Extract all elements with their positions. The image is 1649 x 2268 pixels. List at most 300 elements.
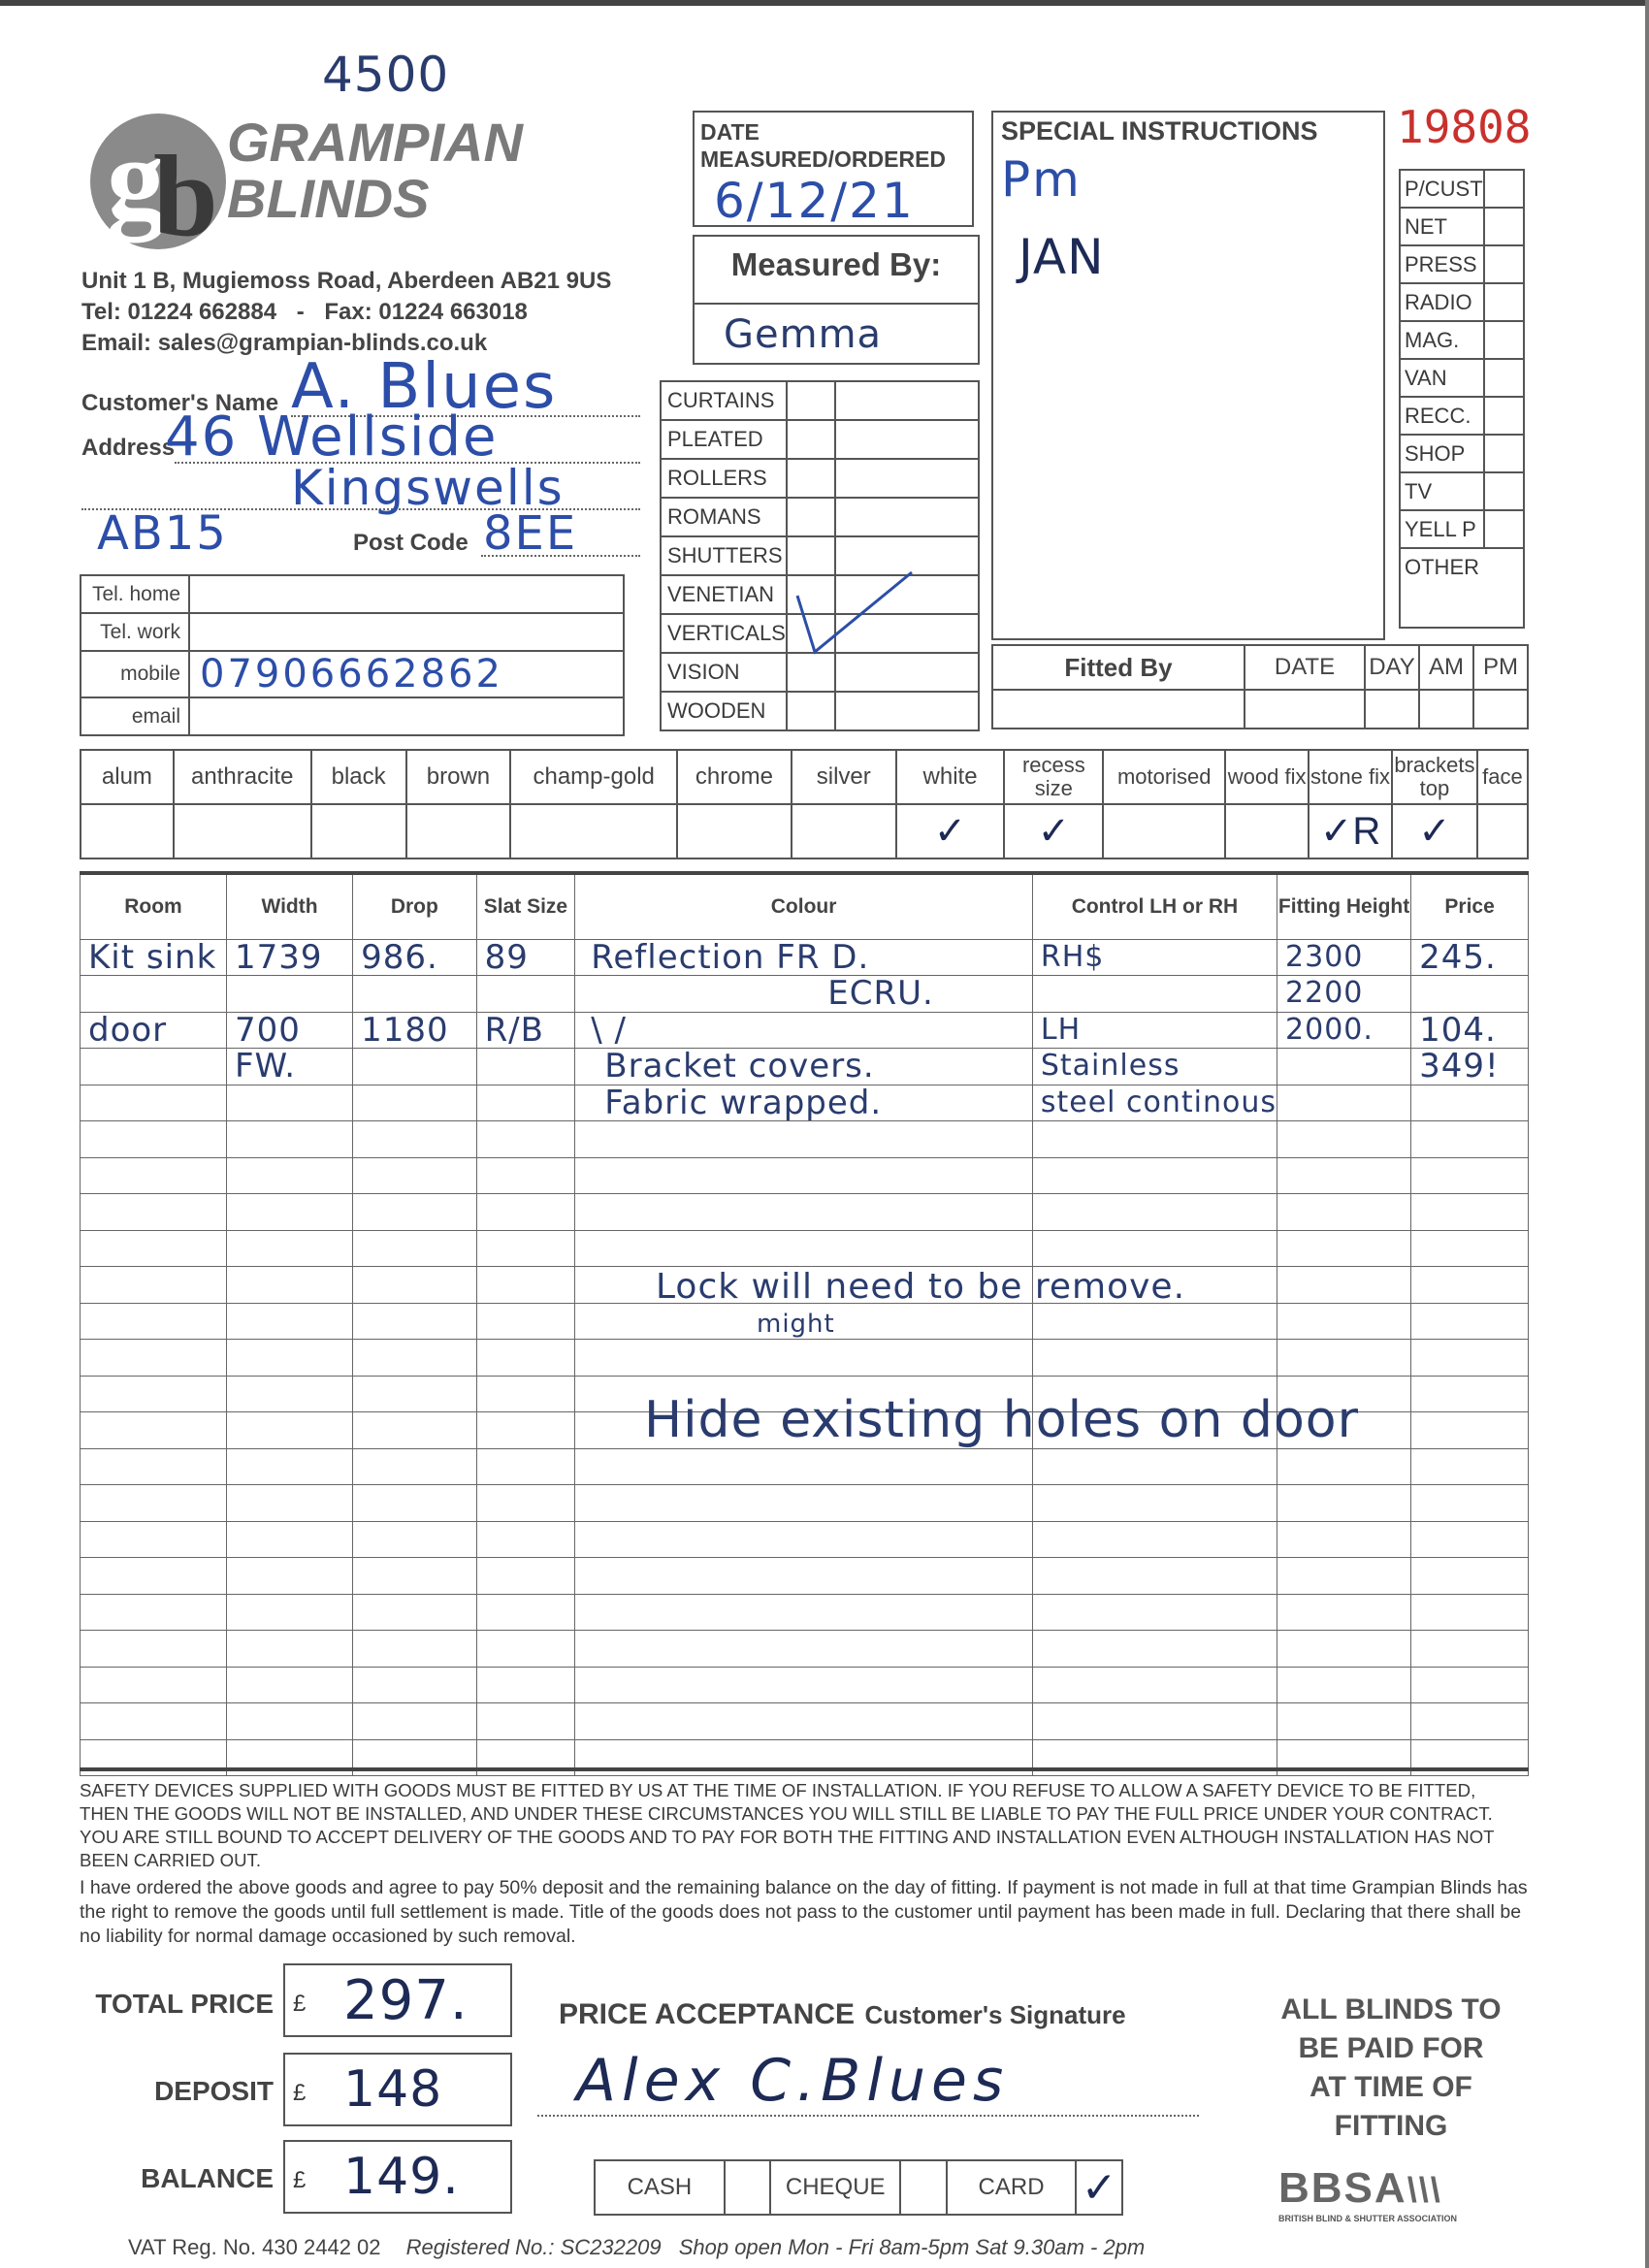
option-mark xyxy=(510,804,677,859)
footer-vat: VAT Reg. No. 430 2442 02 xyxy=(128,2235,381,2259)
order-cell-slat xyxy=(476,1558,575,1595)
order-cell-colour xyxy=(575,1485,1033,1522)
source-label: SHOP xyxy=(1400,435,1484,472)
contact-row xyxy=(81,697,624,735)
order-cell-fitting xyxy=(1277,1448,1411,1485)
order-cell-width xyxy=(226,1703,352,1740)
order-cell-slat xyxy=(476,1194,575,1231)
order-row xyxy=(81,1448,1529,1485)
postcode-prefix: AB15 xyxy=(97,506,228,561)
order-header-slat: Slat Size xyxy=(476,875,575,939)
fitted-by-value xyxy=(992,690,1245,729)
measured-by-divider xyxy=(695,303,978,305)
source-label: TV xyxy=(1400,472,1484,510)
order-cell-slat xyxy=(476,1521,575,1558)
order-cell-drop: 1180 xyxy=(353,1012,476,1049)
order-cell-colour: Reflection FR D. xyxy=(575,939,1033,976)
order-table-bottom-rule xyxy=(80,1767,1529,1771)
total-price-value: 297. xyxy=(343,1969,469,2032)
option-mark xyxy=(1477,804,1528,859)
total-price-box xyxy=(283,1963,512,2037)
option-mark xyxy=(1103,804,1225,859)
option-header: white xyxy=(896,750,1005,804)
order-cell-slat xyxy=(476,1485,575,1522)
order-cell-fitting xyxy=(1277,1594,1411,1631)
measured-by-label: Measured By: xyxy=(730,246,942,282)
order-cell-drop xyxy=(353,1340,476,1377)
blind-type-label: PLEATED xyxy=(661,420,787,459)
order-row xyxy=(81,1230,1529,1267)
order-cell-drop xyxy=(353,1521,476,1558)
order-row xyxy=(81,1521,1529,1558)
order-cell-drop xyxy=(353,1157,476,1194)
order-cell-control xyxy=(1032,1157,1277,1194)
safety-terms: SAFETY DEVICES SUPPLIED WITH GOODS MUST BE FITTED BY US AT THE TIME OF INSTALLATION. IF YOU REFUSE TO ALLOW A SAFETY DEVICE TO BE FITTED, THEN THE GOODS WILL NOT BE INSTALLED, AND UNDER THESE CIRCUMSTANCES YOU WILL STILL BE LIABLE TO PAY THE FULL PRICE UNDER YOUR CONTRACT. YOU ARE STILL BOUND TO ACCEPT DELIVERY OF THE GOODS AND TO PAY FOR BOTH THE FITTING AND INSTALLATION EVEN ALTHOUGH INSTALLATION HAS NOT BEEN CARRIED OUT. xyxy=(80,1780,1495,1870)
option-mark xyxy=(792,804,896,859)
fitted-day-label: DAY xyxy=(1365,645,1419,690)
order-header-width: Width xyxy=(226,875,352,939)
contact-value: 07906662862 xyxy=(189,651,624,697)
order-cell-price xyxy=(1411,1085,1529,1121)
company-name-line2: BLINDS xyxy=(227,168,430,229)
order-cell-price xyxy=(1411,1667,1529,1703)
order-cell-slat: R/B xyxy=(476,1012,575,1049)
blind-type-detail xyxy=(835,420,979,459)
order-cell-colour: ECRU. xyxy=(575,976,1033,1013)
order-cell-slat xyxy=(476,1412,575,1449)
price-acceptance xyxy=(559,1998,1126,2031)
address-line1: 46 Wellside xyxy=(165,405,499,469)
source-row xyxy=(1400,510,1524,548)
customer-name: A. Blues xyxy=(291,351,558,423)
order-cell-control xyxy=(1032,1340,1277,1377)
order-cell-price xyxy=(1411,1412,1529,1449)
blind-type-row xyxy=(661,459,979,498)
source-row xyxy=(1400,283,1524,321)
order-row xyxy=(81,1485,1529,1522)
order-cell-width xyxy=(226,1448,352,1485)
order-cell-room xyxy=(81,1085,227,1121)
order-row xyxy=(81,1085,1529,1121)
blind-type-box xyxy=(787,381,835,420)
blind-type-row xyxy=(661,692,979,730)
order-cell-drop xyxy=(353,1121,476,1158)
order-cell-room xyxy=(81,1230,227,1267)
source-box xyxy=(1484,510,1524,548)
order-cell-drop xyxy=(353,1485,476,1522)
lock-note-insert: might xyxy=(757,1310,835,1339)
order-cell-price: 245. xyxy=(1411,939,1529,976)
order-cell-control: RH$ xyxy=(1032,939,1277,976)
order-cell-price xyxy=(1411,1521,1529,1558)
order-cell-colour xyxy=(575,1230,1033,1267)
company-email: Email: sales@grampian-blinds.co.uk xyxy=(81,330,488,356)
contact-value xyxy=(189,697,624,735)
blind-type-row xyxy=(661,381,979,420)
order-header-colour: Colour xyxy=(575,875,1033,939)
blind-type-table xyxy=(660,380,980,731)
source-box xyxy=(1484,359,1524,397)
order-cell-slat xyxy=(476,1049,575,1085)
option-header: recess size xyxy=(1004,750,1103,804)
order-cell-slat xyxy=(476,1267,575,1304)
order-cell-control xyxy=(1032,1230,1277,1267)
order-cell-price: 104. xyxy=(1411,1012,1529,1049)
order-cell-room xyxy=(81,1667,227,1703)
order-cell-slat xyxy=(476,1667,575,1703)
order-cell-drop xyxy=(353,1448,476,1485)
order-cell-fitting xyxy=(1277,1085,1411,1121)
order-cell-room xyxy=(81,1631,227,1668)
blind-type-label: CURTAINS xyxy=(661,381,787,420)
order-cell-slat xyxy=(476,1085,575,1121)
order-row xyxy=(81,1157,1529,1194)
bbsa-logo xyxy=(1278,2164,1511,2223)
order-cell-room xyxy=(81,1376,227,1412)
order-cell-room xyxy=(81,1157,227,1194)
svg-text:b: b xyxy=(153,131,218,254)
balance-label: BALANCE xyxy=(141,2163,274,2193)
order-cell-drop xyxy=(353,1703,476,1740)
source-box xyxy=(1484,435,1524,472)
order-cell-width xyxy=(226,1631,352,1668)
order-cell-room xyxy=(81,1194,227,1231)
options-table xyxy=(80,749,1529,859)
blind-type-detail xyxy=(835,498,979,536)
bbsa-stripes-icon: \\\ xyxy=(1406,2170,1442,2210)
order-header-fitting: Fitting Height xyxy=(1277,875,1411,939)
order-cell-drop xyxy=(353,976,476,1013)
order-cell-control xyxy=(1032,1631,1277,1668)
order-cell-control xyxy=(1032,1703,1277,1740)
date-value: 6/12/21 xyxy=(714,173,915,229)
order-cell-width xyxy=(226,1667,352,1703)
option-mark xyxy=(1225,804,1309,859)
special-instructions-box xyxy=(991,111,1385,640)
phone-separator: - xyxy=(296,299,305,325)
order-cell-drop xyxy=(353,1376,476,1412)
order-cell-colour xyxy=(575,1631,1033,1668)
order-cell-fitting xyxy=(1277,1667,1411,1703)
order-cell-colour xyxy=(575,1594,1033,1631)
blind-type-label: ROMANS xyxy=(661,498,787,536)
order-cell-price xyxy=(1411,1340,1529,1377)
balance-value: 149. xyxy=(343,2148,460,2206)
date-box xyxy=(693,111,974,227)
source-label: MAG. xyxy=(1400,321,1484,359)
option-header: motorised xyxy=(1103,750,1225,804)
fitted-date-label: DATE xyxy=(1245,645,1365,690)
page-edge-right xyxy=(1645,0,1649,2268)
order-cell-fitting xyxy=(1277,1194,1411,1231)
option-mark xyxy=(406,804,511,859)
order-row xyxy=(81,1012,1529,1049)
source-label: VAN xyxy=(1400,359,1484,397)
option-mark xyxy=(81,804,174,859)
price-acceptance-label: PRICE ACCEPTANCE xyxy=(559,1998,856,2030)
blind-type-label: SHUTTERS xyxy=(661,536,787,575)
special-instructions-line1: Pm xyxy=(1001,151,1082,208)
order-cell-width xyxy=(226,1521,352,1558)
order-cell-control xyxy=(1032,1194,1277,1231)
source-label: RECC. xyxy=(1400,397,1484,435)
order-cell-drop: 986. xyxy=(353,939,476,976)
order-cell-room: Kit sink xyxy=(81,939,227,976)
order-cell-fitting xyxy=(1277,1049,1411,1085)
holes-note: Hide existing holes on door xyxy=(644,1391,1359,1449)
order-cell-drop xyxy=(353,1594,476,1631)
source-box xyxy=(1484,472,1524,510)
order-cell-control xyxy=(1032,1121,1277,1158)
order-cell-price: 349! xyxy=(1411,1049,1529,1085)
fitted-am-value xyxy=(1419,690,1473,729)
order-cell-room xyxy=(81,1267,227,1304)
date-box-label: DATE MEASURED/ORDERED xyxy=(700,119,947,172)
order-cell-slat xyxy=(476,1230,575,1267)
source-box xyxy=(1484,245,1524,283)
order-cell-slat xyxy=(476,1121,575,1158)
signature-label: Customer's Signature xyxy=(864,2000,1126,2029)
order-cell-control xyxy=(1032,1667,1277,1703)
contact-value xyxy=(189,575,624,613)
source-row xyxy=(1400,359,1524,397)
order-cell-colour xyxy=(575,1521,1033,1558)
order-cell-width xyxy=(226,1594,352,1631)
order-row xyxy=(81,1631,1529,1668)
source-box xyxy=(1484,283,1524,321)
order-cell-control xyxy=(1032,1448,1277,1485)
order-cell-fitting xyxy=(1277,1485,1411,1522)
total-price-label: TOTAL PRICE xyxy=(95,1989,274,2019)
measured-by-value: Gemma xyxy=(724,312,883,357)
source-label: YELL P xyxy=(1400,510,1484,548)
footer-hours: Shop open Mon - Fri 8am-5pm Sat 9.30am - 2pm xyxy=(678,2235,1146,2259)
blind-type-detail xyxy=(835,459,979,498)
option-header: alum xyxy=(81,750,174,804)
blind-type-label: ROLLERS xyxy=(661,459,787,498)
order-cell-price xyxy=(1411,1121,1529,1158)
page-edge-top xyxy=(0,0,1649,6)
special-instructions-line2: JAN xyxy=(1018,229,1105,285)
order-cell-width xyxy=(226,1303,352,1340)
order-cell-width xyxy=(226,1085,352,1121)
option-header: champ-gold xyxy=(510,750,677,804)
order-cell-control: LH xyxy=(1032,1012,1277,1049)
order-cell-price xyxy=(1411,1157,1529,1194)
order-cell-fitting xyxy=(1277,1558,1411,1595)
order-row xyxy=(81,1703,1529,1740)
source-box xyxy=(1484,208,1524,245)
svg-text:g: g xyxy=(107,113,165,243)
order-cell-width xyxy=(226,1121,352,1158)
order-cell-room xyxy=(81,1121,227,1158)
source-label: NET xyxy=(1400,208,1484,245)
order-header-room: Room xyxy=(81,875,227,939)
lock-note: Lock will need to be remove. xyxy=(656,1267,1186,1307)
order-cell-room xyxy=(81,1703,227,1740)
blind-type-label: WOODEN xyxy=(661,692,787,730)
footer xyxy=(128,2235,1145,2260)
order-cell-slat xyxy=(476,976,575,1013)
order-cell-drop xyxy=(353,1194,476,1231)
balance-box xyxy=(283,2140,512,2214)
notice-line3: AT TIME OF xyxy=(1310,2071,1472,2103)
notice-line2: BE PAID FOR xyxy=(1298,2032,1484,2064)
order-cell-fitting xyxy=(1277,1340,1411,1377)
order-cell-colour xyxy=(575,1194,1033,1231)
option-mark: ✓R xyxy=(1309,804,1392,859)
contact-row xyxy=(81,651,624,697)
order-cell-drop xyxy=(353,1558,476,1595)
total-currency: £ xyxy=(293,1991,307,2017)
blind-type-row xyxy=(661,498,979,536)
order-cell-fitting xyxy=(1277,1521,1411,1558)
order-cell-fitting xyxy=(1277,1121,1411,1158)
order-cell-drop xyxy=(353,1412,476,1449)
option-header: wood fix xyxy=(1225,750,1309,804)
option-header: black xyxy=(311,750,406,804)
option-mark xyxy=(174,804,311,859)
order-cell-control: Stainless xyxy=(1032,1049,1277,1085)
agreement-terms: I have ordered the above goods and agree to pay 50% deposit and the remaining balance on the day of fitting. If payment is not made in full at that time Grampian Blinds has the right to remove the goods until full settlement is made. Title of the goods does not pass to the customer until payment has been made in full. Declaring that there shall be no liability for normal damage occasioned by such removal. xyxy=(80,1877,1528,1947)
option-header: brown xyxy=(406,750,511,804)
order-header-drop: Drop xyxy=(353,875,476,939)
contact-row xyxy=(81,613,624,651)
order-header-row xyxy=(81,875,1529,939)
order-cell-width xyxy=(226,1485,352,1522)
signature-line xyxy=(537,2115,1199,2117)
order-cell-colour xyxy=(575,1558,1033,1595)
order-cell-slat xyxy=(476,1376,575,1412)
source-row xyxy=(1400,170,1524,208)
order-cell-room xyxy=(81,1303,227,1340)
order-cell-drop xyxy=(353,1303,476,1340)
source-row xyxy=(1400,472,1524,510)
option-mark xyxy=(311,804,406,859)
payment-cash-box xyxy=(725,2160,770,2215)
footer-registered: Registered No.: SC232209 xyxy=(405,2235,662,2259)
option-header: brackets top xyxy=(1392,750,1477,804)
order-cell-fitting xyxy=(1277,1303,1411,1340)
blind-type-detail xyxy=(835,692,979,730)
order-row xyxy=(81,939,1529,976)
order-cell-room xyxy=(81,1485,227,1522)
order-cell-room xyxy=(81,1340,227,1377)
order-row xyxy=(81,976,1529,1013)
fitted-am-label: AM xyxy=(1419,645,1473,690)
order-cell-width xyxy=(226,1194,352,1231)
source-box xyxy=(1484,321,1524,359)
order-cell-fitting xyxy=(1277,1230,1411,1267)
source-row xyxy=(1400,548,1524,628)
order-cell-price xyxy=(1411,1703,1529,1740)
order-cell-width xyxy=(226,1157,352,1194)
customer-name-label: Customer's Name xyxy=(81,390,279,416)
source-label: RADIO xyxy=(1400,283,1484,321)
order-cell-colour xyxy=(575,1157,1033,1194)
order-cell-room xyxy=(81,1049,227,1085)
order-cell-price xyxy=(1411,1267,1529,1304)
source-label: P/CUST xyxy=(1400,170,1484,208)
company-phone-line xyxy=(81,299,528,326)
deposit-label: DEPOSIT xyxy=(154,2076,274,2106)
company-tel: Tel: 01224 662884 xyxy=(81,299,277,325)
order-cell-colour xyxy=(575,1121,1033,1158)
fitted-pm-label: PM xyxy=(1473,645,1528,690)
order-cell-colour: Fabric wrapped. xyxy=(575,1085,1033,1121)
order-cell-control xyxy=(1032,1303,1277,1340)
order-cell-control xyxy=(1032,1594,1277,1631)
company-name-line1: GRAMPIAN xyxy=(227,112,523,173)
order-cell-width xyxy=(226,1267,352,1304)
order-cell-control xyxy=(1032,1521,1277,1558)
bbsa-wordmark: BBSA xyxy=(1278,2164,1407,2212)
payment-cheque-label: CHEQUE xyxy=(770,2160,900,2215)
postcode-suffix: 8EE xyxy=(483,506,578,561)
blind-type-box xyxy=(787,459,835,498)
order-cell-room xyxy=(81,1594,227,1631)
option-mark xyxy=(677,804,792,859)
order-cell-slat xyxy=(476,1448,575,1485)
order-cell-colour xyxy=(575,1448,1033,1485)
order-cell-width xyxy=(226,1376,352,1412)
measured-by-box xyxy=(693,235,980,365)
order-cell-price xyxy=(1411,1230,1529,1267)
order-cell-price xyxy=(1411,1448,1529,1485)
order-cell-price xyxy=(1411,1631,1529,1668)
customer-signature: Alex C.Blues xyxy=(576,2047,1010,2115)
order-cell-fitting xyxy=(1277,1631,1411,1668)
order-cell-drop xyxy=(353,1230,476,1267)
order-cell-price xyxy=(1411,1558,1529,1595)
bbsa-caption: BRITISH BLIND & SHUTTER ASSOCIATION xyxy=(1278,2214,1457,2223)
order-cell-slat xyxy=(476,1631,575,1668)
source-box xyxy=(1484,170,1524,208)
option-mark: ✓ xyxy=(1004,804,1103,859)
fitted-by-label: Fitted By xyxy=(992,645,1245,690)
contact-row xyxy=(81,575,624,613)
source-table xyxy=(1399,169,1525,629)
notice-line1: ALL BLINDS TO xyxy=(1280,1993,1502,2025)
order-cell-drop xyxy=(353,1667,476,1703)
payment-card-check: ✓ xyxy=(1076,2160,1122,2215)
blind-type-label: VENETIAN xyxy=(661,575,787,614)
order-cell-colour xyxy=(575,1340,1033,1377)
order-row xyxy=(81,1340,1529,1377)
special-instructions-label: SPECIAL INSTRUCTIONS xyxy=(1001,116,1318,146)
order-row xyxy=(81,1121,1529,1158)
company-address: Unit 1 B, Mugiemoss Road, Aberdeen AB21 9US xyxy=(81,268,612,294)
order-cell-width xyxy=(226,1558,352,1595)
option-header: chrome xyxy=(677,750,792,804)
blind-type-detail xyxy=(835,381,979,420)
order-header-control: Control LH or RH xyxy=(1032,875,1277,939)
order-cell-price xyxy=(1411,1194,1529,1231)
order-cell-price xyxy=(1411,1376,1529,1412)
order-cell-width xyxy=(226,976,352,1013)
order-cell-drop xyxy=(353,1631,476,1668)
option-mark: ✓ xyxy=(1392,804,1477,859)
payment-table xyxy=(594,2159,1123,2216)
contact-label: Tel. work xyxy=(81,613,189,651)
option-header: anthracite xyxy=(174,750,311,804)
fitted-day-value xyxy=(1365,690,1419,729)
order-cell-price xyxy=(1411,976,1529,1013)
order-cell-room xyxy=(81,1412,227,1449)
blind-type-box xyxy=(787,498,835,536)
source-row xyxy=(1400,435,1524,472)
payment-notice xyxy=(1236,1991,1546,2146)
